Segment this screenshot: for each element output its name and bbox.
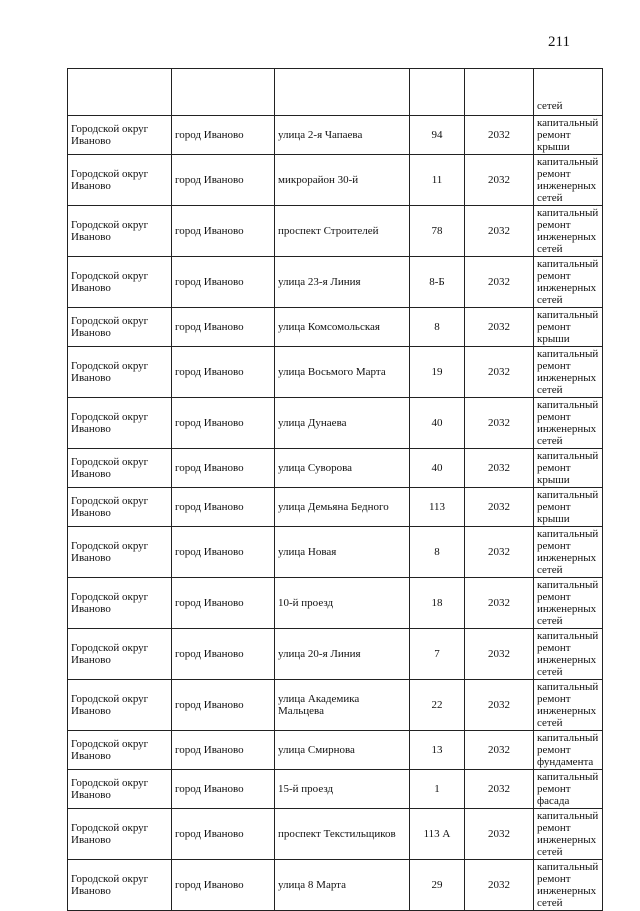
cell-year: 2032 (465, 770, 534, 809)
table-row (68, 206, 603, 257)
cell-year: 2032 (465, 206, 534, 257)
cell-year: 2032 (465, 155, 534, 206)
table-row (68, 116, 603, 155)
cell-settlement: город Иваново (172, 488, 275, 527)
cell-settlement: город Иваново (172, 257, 275, 308)
continuation-row (68, 69, 603, 116)
cell-settlement: город Иваново (172, 770, 275, 809)
cell-settlement: город Иваново (172, 731, 275, 770)
table-row (68, 155, 603, 206)
cell-house: 11 (410, 155, 465, 206)
cell-street: улица 8 Марта (275, 860, 410, 911)
cell-municipality: Городской округ Иваново (68, 488, 172, 527)
cell-house: 18 (410, 578, 465, 629)
cell-year: 2032 (465, 398, 534, 449)
cell-street: улица Академика Мальцева (275, 680, 410, 731)
cell-year (465, 69, 534, 116)
table-row (68, 578, 603, 629)
cell-house: 19 (410, 347, 465, 398)
cell-municipality: Городской округ Иваново (68, 770, 172, 809)
cell-municipality: Городской округ Иваново (68, 578, 172, 629)
cell-year: 2032 (465, 257, 534, 308)
cell-year: 2032 (465, 578, 534, 629)
cell-work: капитальный ремонт инженерных сетей (534, 347, 603, 398)
cell-work: капитальный ремонт крыши (534, 308, 603, 347)
cell-year: 2032 (465, 809, 534, 860)
cell-municipality: Городской округ Иваново (68, 860, 172, 911)
cell-municipality: Городской округ Иваново (68, 155, 172, 206)
cell-street: микрорайон 30-й (275, 155, 410, 206)
cell-settlement: город Иваново (172, 578, 275, 629)
table-row (68, 629, 603, 680)
cell-house: 1 (410, 770, 465, 809)
table-row (68, 770, 603, 809)
cell-work: капитальный ремонт фасада (534, 770, 603, 809)
cell-street: улица 23-я Линия (275, 257, 410, 308)
table-row (68, 527, 603, 578)
cell-house: 8 (410, 527, 465, 578)
table-row (68, 731, 603, 770)
cell-house: 8-Б (410, 257, 465, 308)
cell-street: улица Смирнова (275, 731, 410, 770)
cell-year: 2032 (465, 629, 534, 680)
cell-year: 2032 (465, 527, 534, 578)
cell-street: улица 2-я Чапаева (275, 116, 410, 155)
housing-repair-table (67, 68, 603, 911)
cell-year: 2032 (465, 116, 534, 155)
cell-municipality: Городской округ Иваново (68, 206, 172, 257)
cell-work: сетей (534, 69, 603, 116)
table-row (68, 449, 603, 488)
cell-house: 22 (410, 680, 465, 731)
cell-settlement: город Иваново (172, 527, 275, 578)
cell-work: капитальный ремонт инженерных сетей (534, 206, 603, 257)
cell-street: проспект Текстильщиков (275, 809, 410, 860)
cell-work: капитальный ремонт инженерных сетей (534, 578, 603, 629)
cell-work: капитальный ремонт инженерных сетей (534, 257, 603, 308)
cell-house: 40 (410, 398, 465, 449)
cell-house: 94 (410, 116, 465, 155)
cell-settlement: город Иваново (172, 398, 275, 449)
cell-municipality: Городской округ Иваново (68, 347, 172, 398)
cell-house: 29 (410, 860, 465, 911)
cell-street: улица 20-я Линия (275, 629, 410, 680)
table-row (68, 347, 603, 398)
cell-year: 2032 (465, 488, 534, 527)
cell-municipality: Городской округ Иваново (68, 116, 172, 155)
cell-settlement: город Иваново (172, 860, 275, 911)
cell-work: капитальный ремонт крыши (534, 488, 603, 527)
cell-work: капитальный ремонт инженерных сетей (534, 809, 603, 860)
cell-work: капитальный ремонт инженерных сетей (534, 398, 603, 449)
cell-house: 8 (410, 308, 465, 347)
cell-house: 40 (410, 449, 465, 488)
cell-year: 2032 (465, 449, 534, 488)
cell-municipality: Городской округ Иваново (68, 449, 172, 488)
table-row (68, 488, 603, 527)
cell-house: 113 (410, 488, 465, 527)
cell-street: улица Восьмого Марта (275, 347, 410, 398)
cell-work: капитальный ремонт инженерных сетей (534, 860, 603, 911)
cell-municipality: Городской округ Иваново (68, 398, 172, 449)
cell-municipality: Городской округ Иваново (68, 527, 172, 578)
cell-work: капитальный ремонт инженерных сетей (534, 629, 603, 680)
cell-house: 7 (410, 629, 465, 680)
cell-work: капитальный ремонт инженерных сетей (534, 680, 603, 731)
table-row (68, 809, 603, 860)
cell-settlement: город Иваново (172, 629, 275, 680)
cell-settlement: город Иваново (172, 116, 275, 155)
cell-house: 13 (410, 731, 465, 770)
table-body (68, 69, 603, 911)
cell-street: 10-й проезд (275, 578, 410, 629)
cell-work: капитальный ремонт крыши (534, 116, 603, 155)
cell-street: 15-й проезд (275, 770, 410, 809)
cell-year: 2032 (465, 680, 534, 731)
cell-year: 2032 (465, 308, 534, 347)
cell-house (410, 69, 465, 116)
cell-work: капитальный ремонт инженерных сетей (534, 155, 603, 206)
table-row (68, 680, 603, 731)
cell-settlement: город Иваново (172, 206, 275, 257)
cell-work: капитальный ремонт инженерных сетей (534, 527, 603, 578)
cell-municipality: Городской округ Иваново (68, 308, 172, 347)
cell-municipality: Городской округ Иваново (68, 809, 172, 860)
cell-municipality: Городской округ Иваново (68, 731, 172, 770)
cell-settlement: город Иваново (172, 155, 275, 206)
cell-street: улица Суворова (275, 449, 410, 488)
cell-house: 113 А (410, 809, 465, 860)
cell-settlement (172, 69, 275, 116)
table-row (68, 308, 603, 347)
cell-settlement: город Иваново (172, 449, 275, 488)
cell-work: капитальный ремонт фундамента (534, 731, 603, 770)
cell-settlement: город Иваново (172, 680, 275, 731)
cell-year: 2032 (465, 731, 534, 770)
table-row (68, 860, 603, 911)
cell-municipality (68, 69, 172, 116)
cell-settlement: город Иваново (172, 347, 275, 398)
cell-street: проспект Строителей (275, 206, 410, 257)
cell-work: капитальный ремонт крыши (534, 449, 603, 488)
cell-year: 2032 (465, 347, 534, 398)
cell-street: улица Дунаева (275, 398, 410, 449)
cell-street (275, 69, 410, 116)
table-row (68, 257, 603, 308)
cell-street: улица Демьяна Бедного (275, 488, 410, 527)
cell-house: 78 (410, 206, 465, 257)
cell-year: 2032 (465, 860, 534, 911)
cell-street: улица Новая (275, 527, 410, 578)
cell-municipality: Городской округ Иваново (68, 629, 172, 680)
cell-street: улица Комсомольская (275, 308, 410, 347)
cell-municipality: Городской округ Иваново (68, 257, 172, 308)
table-row (68, 398, 603, 449)
cell-municipality: Городской округ Иваново (68, 680, 172, 731)
page-number: 211 (548, 34, 570, 50)
cell-settlement: город Иваново (172, 809, 275, 860)
cell-settlement: город Иваново (172, 308, 275, 347)
